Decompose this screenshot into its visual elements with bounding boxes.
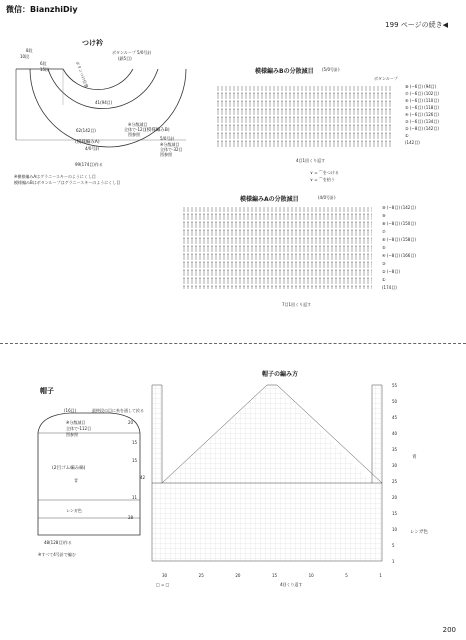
hat-chart-side-blue: 青 [412,455,417,460]
pattern-a-row-label: ⑩ (−8目) (142目) [382,205,416,210]
hat-chart-col-label: 30 [162,573,168,578]
hat-chart-col-labels [162,573,382,578]
pattern-b-title: 模様編みBの分散減目 [255,68,314,75]
hat-label-6: (2目ゴム編み縞) [52,466,86,471]
pattern-b-row-label: ② (−8目) (142目) [405,126,439,131]
continued-from-label: 199 ページの続き◀ [385,21,448,29]
collar-label-14: 5/0号針 [160,136,175,141]
pattern-b-row-label: (142目) [405,140,420,145]
collar-label-12: 図参照 [128,132,140,137]
pattern-a-row-label: ④ (−8目) (166目) [382,253,416,258]
collar-label-2: 10段 [20,54,30,59]
pattern-a-row-label: ⑥ (−8目) (158目) [382,237,416,242]
hat-chart-repeat: 4回くり返す [280,582,303,587]
collar-note-1: ※模様編みAはグラニースキーのようにくし目 [14,174,96,179]
collar-label-6: (鎖5目) [118,56,132,61]
hat-chart-row-label: 45 [392,415,398,420]
collar-label-9: ボタンつけ位置 [74,60,90,89]
hat-chart-col-label: 10 [308,573,314,578]
collar-label-13: (模様編みB) [145,128,170,133]
pattern-b-row-label: ⑥ (−6目) (110目) [405,98,439,103]
pattern-a-repeat: 7目1回くり返す [282,302,312,307]
hat-chart-row-label: 25 [392,479,398,484]
hat-chart-row-label: 30 [392,463,398,468]
hat-chart-row-label: 35 [392,447,398,452]
pattern-b-legend-1: ∨ = ⌒をつける [310,170,339,175]
hat-label-5: 図参照 [66,432,78,437]
collar-label-8: 62(142目) [76,128,96,133]
pattern-b-repeat: 4目1回くり返す [296,158,326,163]
pattern-b-legend-2: ∨ = ⌒を拾う [310,177,335,182]
pattern-a-row-label: ⑦ [382,229,386,234]
hat-dim-3: 15 [132,458,138,463]
hat-dim-1: 20 [128,420,134,425]
pattern-a-row-label: ⑧ (−8目) (150目) [382,221,416,226]
pattern-a-row-label: ② (−8目) [382,269,400,274]
button-loop-label: ボタンループ [374,76,398,81]
pattern-b-needle: (5/0号針) [322,67,340,72]
pattern-a-needle: (4/0号針) [318,195,336,200]
hat-label-10: ※すべて4号針で編む [38,552,76,557]
hat-label-8: レンガ色 [66,508,82,513]
hat-label-3: ※分散減目 [66,420,86,425]
hat-dim-4: 42 [140,475,146,480]
hat-chart-col-label: 1 [379,573,382,578]
pattern-a-chart [178,205,378,293]
pattern-a-row-label: ⑨ [382,213,386,218]
pattern-a-row-label: (174目) [382,285,397,290]
hat-chart [150,383,390,573]
hat-dim-2: 15 [132,440,138,445]
hat-label-9: 48(128目)作る [44,540,72,545]
hat-chart-row-label: 20 [392,495,398,500]
collar-label-11: 全体で-12目 [124,127,147,132]
hat-chart-col-label: 15 [271,573,278,578]
hat-chart-row-label: 15 [392,511,398,516]
collar-notes [14,174,120,186]
collar-title: つけ衿 [82,39,103,47]
pattern-b-row-label: ⑦ (−6目) (102目) [405,91,439,96]
hat-dim-6: 28 [128,515,134,520]
hat-label-1: (16目) [64,408,77,413]
collar-label-4: 15段 [40,67,50,72]
hat-chart-row-labels [392,383,397,565]
collar-note-2: 模様編みBはボタンループはグラニースキーのようにくし目 [14,180,121,185]
hat-chart-col-label: 25 [198,573,204,578]
hat-chart-title: 帽子の編み方 [262,371,299,378]
pattern-b-row-label: ③ (−6目) (134目) [405,119,439,124]
hat-chart-row-label: 10 [392,527,398,532]
hat-chart-row-label: 50 [392,399,398,404]
collar-label-16: 全体で-32目 [160,147,183,152]
collar-label-15: ※分散減目 [160,142,180,147]
collar-label-19: 4/0号針 [85,146,100,151]
pattern-b-row-label: ⑤ (−6目) (118目) [405,105,439,110]
collar-label-20: 99(174目)作る [75,162,103,167]
pattern-a-row-label: ③ [382,261,386,266]
pattern-a-row-label: ① [382,277,386,282]
collar-label-7: 41(94目) [95,100,113,105]
pattern-b-row-label: ④ (−6目) (126目) [405,112,439,117]
hat-label-2: 最終段の目に糸を通して絞る [92,408,144,413]
pattern-a-row-label: ⑤ [382,245,386,250]
collar-label-3: 6段 [40,61,47,66]
page-number: 200 [442,626,456,634]
pattern-b-row-label: ⑧ (−6目) (94目) [405,84,437,89]
pattern-b-row-labels [405,84,439,147]
section-divider [0,343,466,344]
hat-chart-row-label: 5 [392,543,395,548]
collar-label-17: 図参照 [160,152,172,157]
collar-label-1: 8段 [26,48,33,53]
collar-label-5: ボタンループ 5/0号針 [112,50,152,55]
collar-label-10: ※分散減目 [128,122,148,127]
pattern-b-row-label: ① [405,133,409,138]
watermark: 微信：BianzhiDiy [6,5,78,14]
pattern-a-row-labels [382,205,416,293]
hat-chart-legend: □ = □ [156,582,170,587]
hat-dim-5: 11 [132,495,138,500]
hat-label-7: 青 [74,478,78,483]
hat-chart-row-label: 1 [392,559,395,564]
pattern-b-chart [212,84,412,150]
hat-chart-col-label: 20 [235,573,241,578]
hat-chart-col-label: 5 [345,573,348,578]
collar-label-18: (模様編みA) [75,140,100,145]
hat-title: 帽子 [40,387,54,395]
hat-chart-side-brick: レンガ色 [410,530,428,535]
hat-chart-row-label: 40 [392,431,398,436]
hat-label-4: 全体で-112目 [66,426,92,431]
hat-chart-row-label: 55 [392,383,398,388]
pattern-a-title: 模様編みAの分散減目 [240,196,299,203]
